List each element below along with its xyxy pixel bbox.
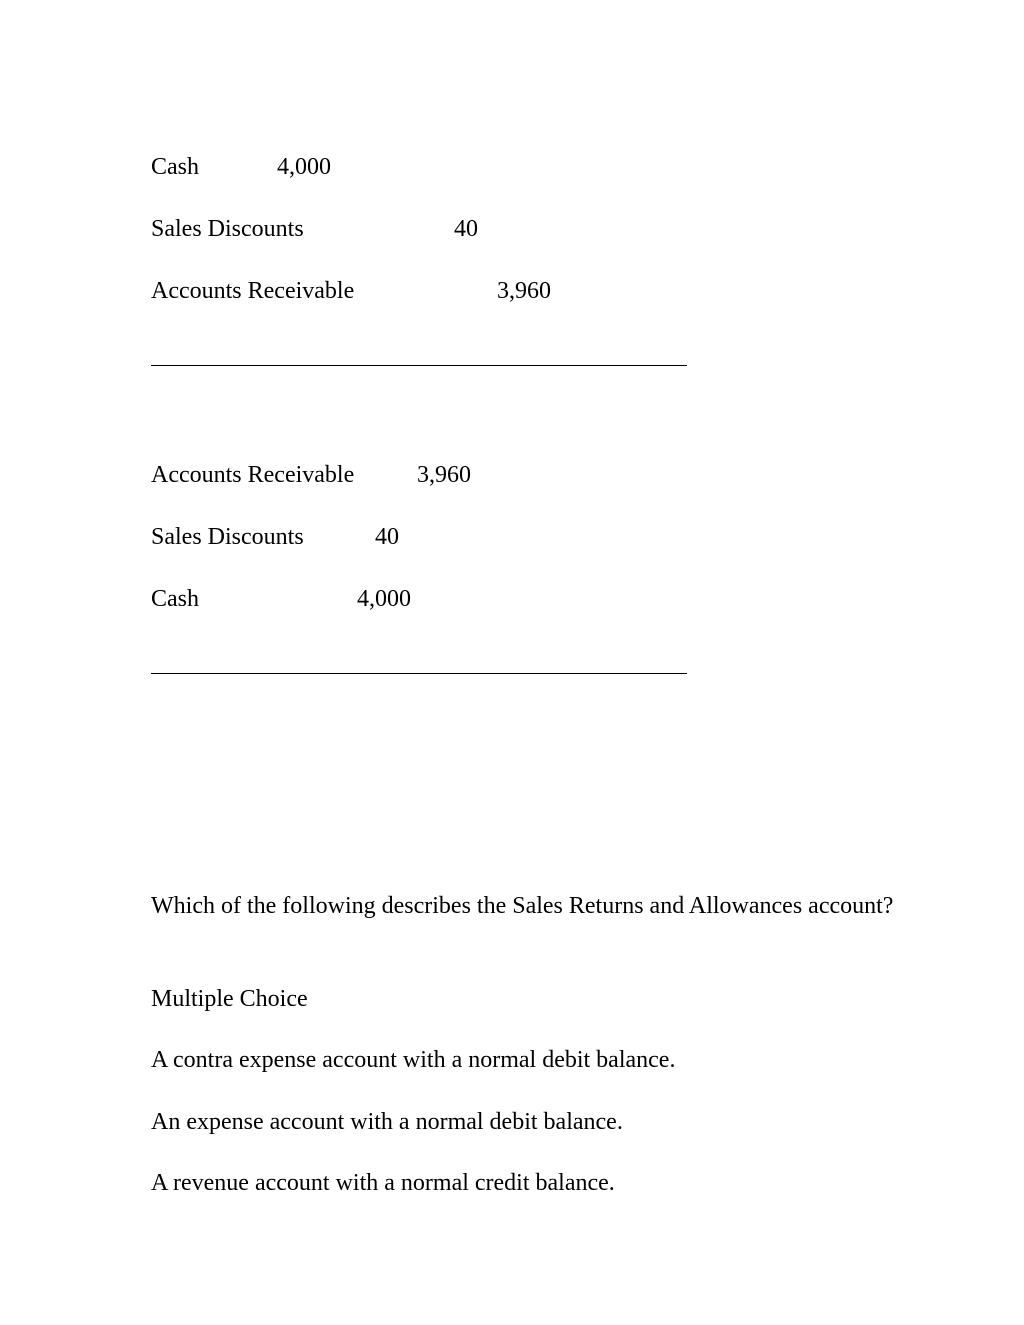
- entry-a-amount-2: 40: [454, 216, 478, 242]
- entry-b-account-1: Accounts Receivable: [151, 462, 355, 488]
- entry-a-account-3: Accounts Receivable: [151, 278, 355, 304]
- entry-b-account-3: Cash: [151, 586, 199, 612]
- entry-a-amount-1: 4,000: [277, 154, 331, 180]
- answer-option-1[interactable]: A contra expense account with a normal debit balance.: [151, 1047, 676, 1073]
- answer-option-2[interactable]: An expense account with a normal debit balance.: [151, 1109, 623, 1135]
- entry-b-amount-2: 40: [375, 524, 399, 550]
- entry-a-account-2: Sales Discounts: [151, 216, 304, 242]
- entry-a-account-1: Cash: [151, 154, 199, 180]
- question-type-label: Multiple Choice: [151, 986, 308, 1012]
- separator-rule-2: [151, 673, 687, 674]
- entry-b-amount-1: 3,960: [417, 462, 471, 488]
- question-text: Which of the following describes the Sales Returns and Allowances account?: [151, 893, 894, 919]
- entry-a-amount-3: 3,960: [497, 278, 551, 304]
- entry-b-amount-3: 4,000: [357, 586, 411, 612]
- entry-b-account-2: Sales Discounts: [151, 524, 304, 550]
- answer-option-3[interactable]: A revenue account with a normal credit balance.: [151, 1170, 615, 1196]
- separator-rule-1: [151, 365, 687, 366]
